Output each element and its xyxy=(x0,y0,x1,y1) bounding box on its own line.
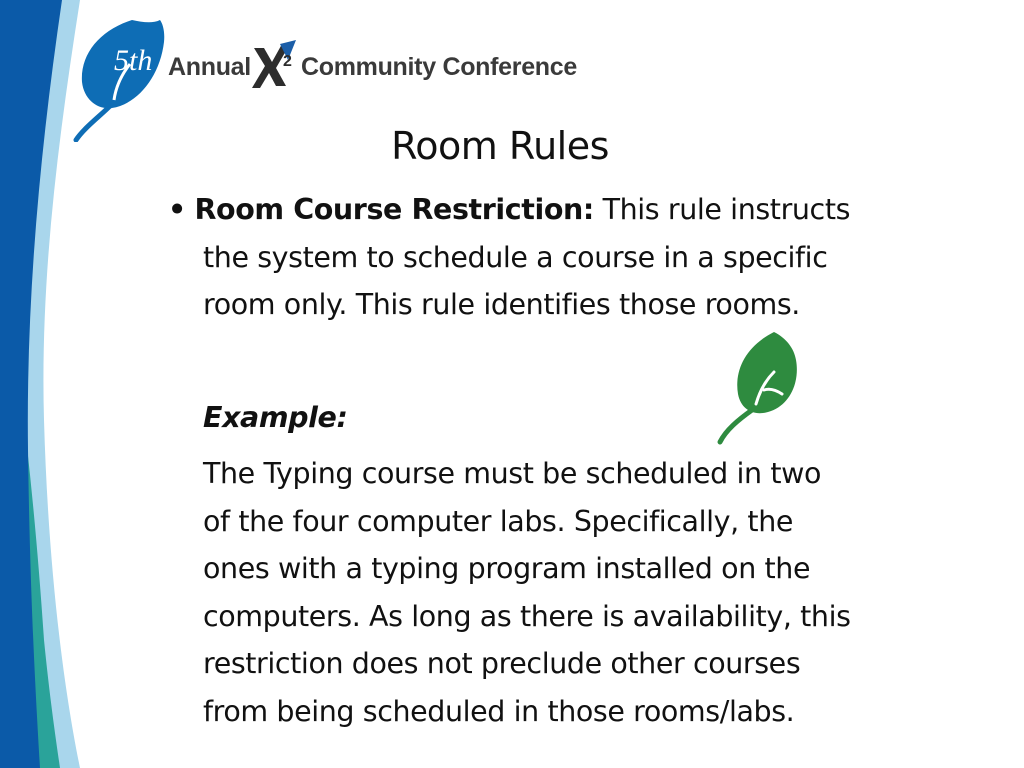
logo-annual-text: Annual xyxy=(168,53,251,81)
logo-x2-mark-icon xyxy=(250,40,300,90)
bullet: • xyxy=(168,193,186,226)
logo-conference-name: Community Conference xyxy=(301,53,577,81)
rule-line: room only. This rule identifies those rooms. xyxy=(203,288,800,321)
rule-first-line xyxy=(168,186,968,234)
example-line: The Typing course must be scheduled in two xyxy=(203,457,822,490)
logo-ordinal: 5th xyxy=(114,44,153,77)
rule-paragraph xyxy=(168,186,968,329)
example-line: from being scheduled in those rooms/labs. xyxy=(203,694,795,728)
green-leaf-icon xyxy=(712,330,804,446)
example-line: ones with a typing program installed on the xyxy=(203,552,811,585)
rule-line: This rule instructs xyxy=(593,193,851,226)
example-paragraph xyxy=(203,450,1003,735)
example-line: restriction does not preclude other courses xyxy=(203,647,801,680)
example-line: computers. As long as there is availability, this xyxy=(203,599,851,633)
rule-term: Room Course Restriction: xyxy=(194,193,594,226)
example-line: of the four computer labs. Specifically, the xyxy=(203,504,794,538)
rule-line: the system to schedule a course in a specific xyxy=(203,240,828,274)
example-label: Example: xyxy=(203,401,348,434)
slide-title: Room Rules xyxy=(391,124,609,168)
svg-text:2: 2 xyxy=(283,53,292,70)
